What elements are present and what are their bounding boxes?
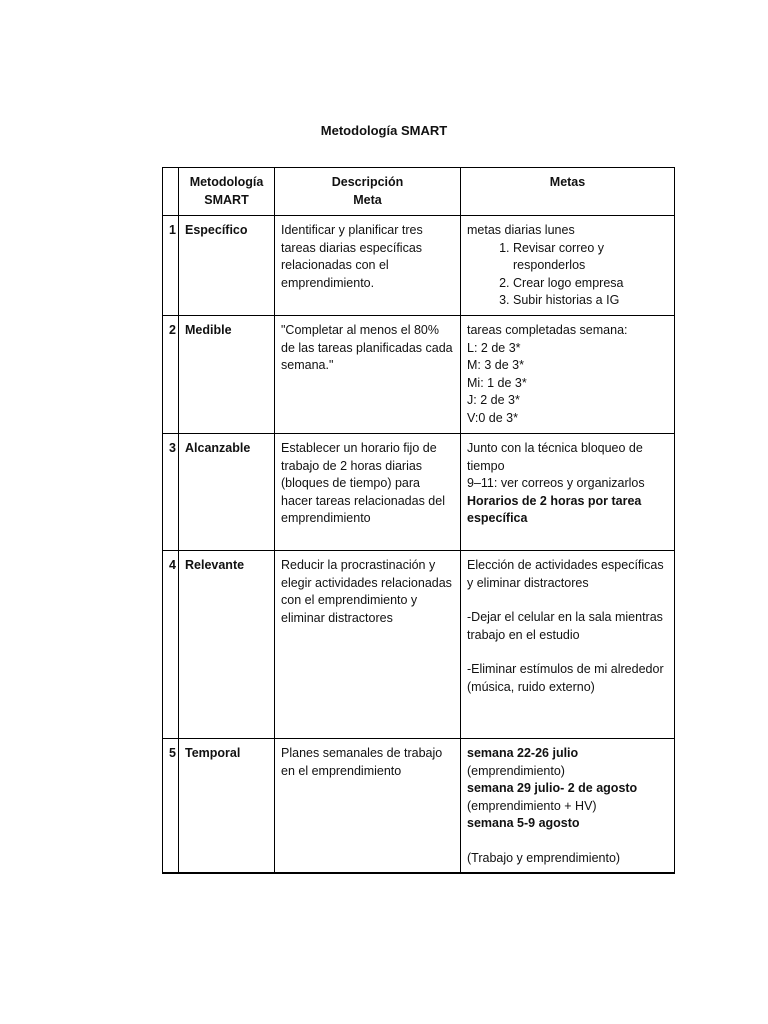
- row-number: 4: [163, 551, 179, 739]
- smart-table: [162, 167, 675, 874]
- row-criterio: Específico: [179, 216, 275, 316]
- metas-paragraph: Elección de actividades específicas y eliminar distractores: [467, 558, 664, 590]
- row-descripcion: Identificar y planificar tres tareas diarias específicas relacionadas con el emprendimiento.: [275, 216, 461, 316]
- row-metas: [461, 739, 675, 873]
- table-row: [163, 434, 675, 551]
- metas-list: [467, 240, 668, 310]
- header-num: [163, 168, 179, 216]
- table-row: [163, 216, 675, 316]
- list-item: 2. Crear logo empresa: [513, 275, 668, 293]
- metas-line: Mi: 1 de 3*: [467, 375, 527, 390]
- row-number: 5: [163, 739, 179, 873]
- metas-intro: metas diarias lunes: [467, 223, 575, 237]
- header-descripcion-line2: Meta: [353, 192, 382, 207]
- metas-line: J: 2 de 3*: [467, 393, 520, 407]
- row-criterio: Medible: [179, 316, 275, 434]
- row-descripcion: Establecer un horario fijo de trabajo de 2 horas diarias (bloques de tiempo) para hacer tareas relacionadas del emprendimiento: [275, 434, 461, 551]
- row-descripcion: Planes semanales de trabajo en el emprendimiento: [275, 739, 461, 873]
- metas-line: V:0 de 3*: [467, 410, 518, 425]
- metas-line: L: 2 de 3*: [467, 340, 521, 355]
- header-descripcion: [275, 168, 461, 216]
- metas-bold: Horarios de 2 horas por tarea específica: [467, 493, 642, 525]
- header-metodologia-line1: Metodología: [189, 175, 264, 189]
- row-number: 3: [163, 434, 179, 551]
- table-row: [163, 316, 675, 434]
- row-number: 1: [163, 216, 179, 316]
- row-criterio: Relevante: [179, 551, 275, 739]
- metas-paragraph: -Eliminar estímulos de mi alrededor (música, ruido externo): [467, 662, 664, 694]
- metas-paragraph: -Dejar el celular en la sala mientras trabajo en el estudio: [467, 610, 663, 642]
- header-row: [163, 168, 675, 216]
- semana-note: (emprendimiento): [467, 763, 565, 778]
- row-descripcion: "Completar al menos el 80% de las tareas planificadas cada semana.": [275, 316, 461, 434]
- row-metas: [461, 551, 675, 739]
- row-criterio: Temporal: [179, 739, 275, 873]
- row-metas: [461, 316, 675, 434]
- metas-line: tareas completadas semana:: [467, 323, 628, 337]
- list-item: 1. Revisar correo y responderlos: [513, 240, 668, 275]
- row-number: 2: [163, 316, 179, 434]
- semana-label: semana 29 julio- 2 de agosto: [467, 781, 638, 795]
- metas-line: M: 3 de 3*: [467, 358, 524, 372]
- row-descripcion: Reducir la procrastinación y elegir actividades relacionadas con el emprendimiento y eliminar distractores: [275, 551, 461, 739]
- semana-note: (Trabajo y emprendimiento): [467, 850, 621, 865]
- semana-note: (emprendimiento + HV): [467, 798, 597, 813]
- table-row: [163, 551, 675, 739]
- page-title: Metodología SMART: [320, 123, 448, 138]
- metas-text: Junto con la técnica bloqueo de tiempo: [467, 441, 643, 473]
- semana-label: semana 5-9 agosto: [467, 816, 580, 830]
- row-metas: [461, 216, 675, 316]
- header-metas: Metas: [461, 168, 675, 216]
- row-criterio: Alcanzable: [179, 434, 275, 551]
- metas-text: 9–11: ver correos y organizarlos: [467, 476, 645, 490]
- header-metodologia-line2: SMART: [204, 192, 249, 207]
- semana-label: semana 22-26 julio: [467, 746, 579, 760]
- table-row: [163, 739, 675, 873]
- header-metodologia: [179, 168, 275, 216]
- list-item: 3. Subir historias a IG: [513, 292, 668, 310]
- row-metas: [461, 434, 675, 551]
- header-descripcion-line1: Descripción: [331, 175, 404, 189]
